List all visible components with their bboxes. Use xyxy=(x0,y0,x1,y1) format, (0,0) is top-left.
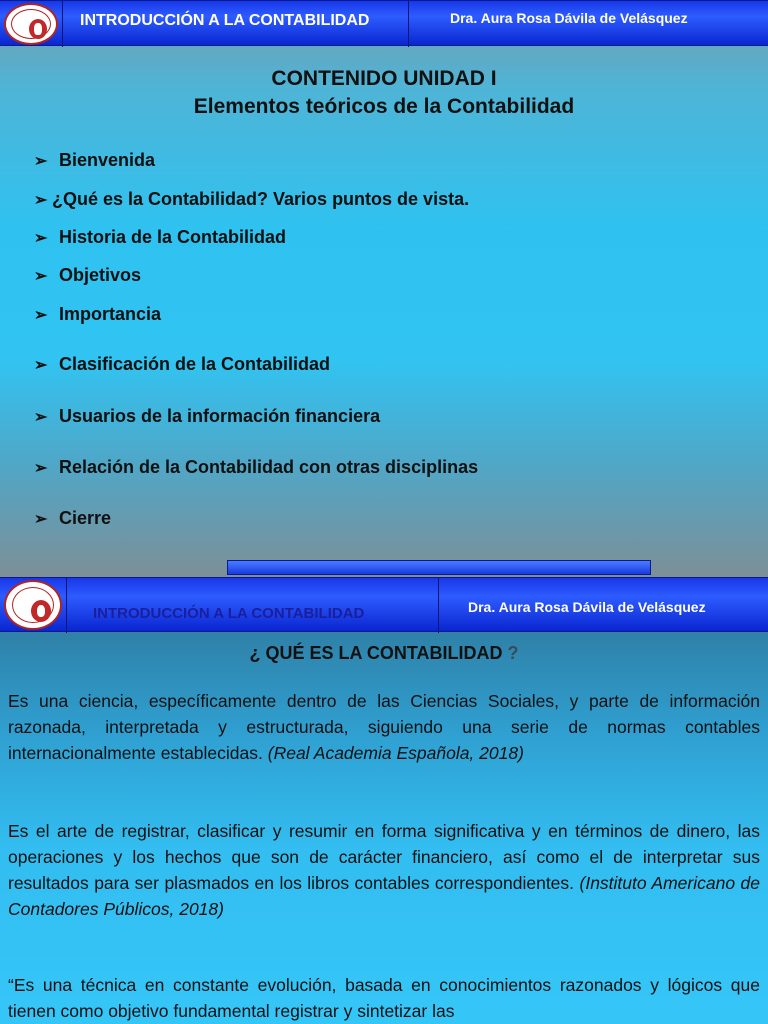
list-item xyxy=(34,150,155,171)
header-divider xyxy=(438,578,439,633)
paragraph-text: Es una ciencia, específicamente dentro de las Ciencias Sociales, y parte de información razonada, interpretada y estructurada, siguiendo una serie de normas contables internacionalmente establecidas. xyxy=(8,691,760,763)
list-item-label: Importancia xyxy=(59,304,162,324)
course-title: INTRODUCCIÓN A LA CONTABILIDAD xyxy=(80,12,370,29)
definition-paragraph xyxy=(8,972,760,1024)
bullet-arrow-icon: ➢ xyxy=(34,268,48,285)
slide-title xyxy=(0,65,768,121)
list-item-label: Objetivos xyxy=(59,265,142,285)
list-item xyxy=(34,304,161,325)
list-item-label: Usuarios de la información financiera xyxy=(59,406,381,426)
paragraph-citation: (Real Academia Española, 2018) xyxy=(267,743,524,763)
list-item-label: Bienvenida xyxy=(59,150,156,170)
bullet-arrow-icon: ➢ xyxy=(34,409,48,426)
bullet-arrow-icon: ➢ xyxy=(34,460,48,477)
university-seal-logo xyxy=(4,3,58,45)
definition-paragraph xyxy=(8,688,760,766)
paragraph-text: Es el arte de registrar, clasificar y resumir en forma significativa y en términos de dinero, las operaciones y los hechos que son de carácter financiero, así como el de interpretar sus resultados para ser plasmados en los libros contables correspondientes. xyxy=(8,821,760,893)
section-heading xyxy=(0,643,768,664)
list-item xyxy=(34,227,286,248)
list-item-label: Historia de la Contabilidad xyxy=(59,227,287,247)
author-name: Dra. Aura Rosa Dávila de Velásquez xyxy=(468,599,706,615)
list-item xyxy=(34,354,330,375)
header-divider xyxy=(66,578,67,633)
header-divider xyxy=(408,1,409,47)
list-item xyxy=(34,189,469,210)
definition-paragraph xyxy=(8,818,760,922)
bullet-arrow-icon: ➢ xyxy=(34,357,48,374)
university-seal-logo xyxy=(4,580,62,630)
list-item-label: Clasificación de la Contabilidad xyxy=(59,354,331,374)
bullet-arrow-icon: ➢ xyxy=(34,511,48,528)
header-divider xyxy=(62,1,63,47)
list-item-label: Cierre xyxy=(59,508,112,528)
list-item xyxy=(34,508,111,529)
course-title: INTRODUCCIÓN A LA CONTABILIDAD xyxy=(93,605,365,622)
list-item xyxy=(34,406,380,427)
list-item-label: Relación de la Contabilidad con otras disciplinas xyxy=(59,457,479,477)
bullet-arrow-icon: ➢ xyxy=(34,307,48,324)
paragraph-text: “Es una técnica en constante evolución, basada en conocimientos razonados y lógicos que tienen como objetivo fundamental registrar y sintetizar las xyxy=(8,975,760,1021)
slide-title-line2: Elementos teóricos de la Contabilidad xyxy=(193,95,575,118)
list-item-label: ¿Qué es la Contabilidad? Varios puntos de vista. xyxy=(52,189,470,209)
author-name: Dra. Aura Rosa Dávila de Velásquez xyxy=(450,10,688,26)
list-item xyxy=(34,265,141,286)
bullet-arrow-icon: ➢ xyxy=(34,230,48,247)
slide-header xyxy=(0,0,768,46)
paragraph-citation: (Instituto Americano de Contadores Públicos, 2018) xyxy=(8,873,760,919)
section-heading-qmark: ? xyxy=(507,643,519,663)
bullet-arrow-icon: ➢ xyxy=(34,153,48,170)
slide-title-line1: CONTENIDO UNIDAD I xyxy=(271,67,497,90)
slide-que-es-contabilidad xyxy=(0,633,768,1024)
bullet-arrow-icon: ➢ xyxy=(34,192,48,209)
section-heading-text: ¿ QUÉ ES LA CONTABILIDAD xyxy=(249,643,503,663)
list-item xyxy=(34,457,478,478)
footer-bar xyxy=(227,560,651,575)
